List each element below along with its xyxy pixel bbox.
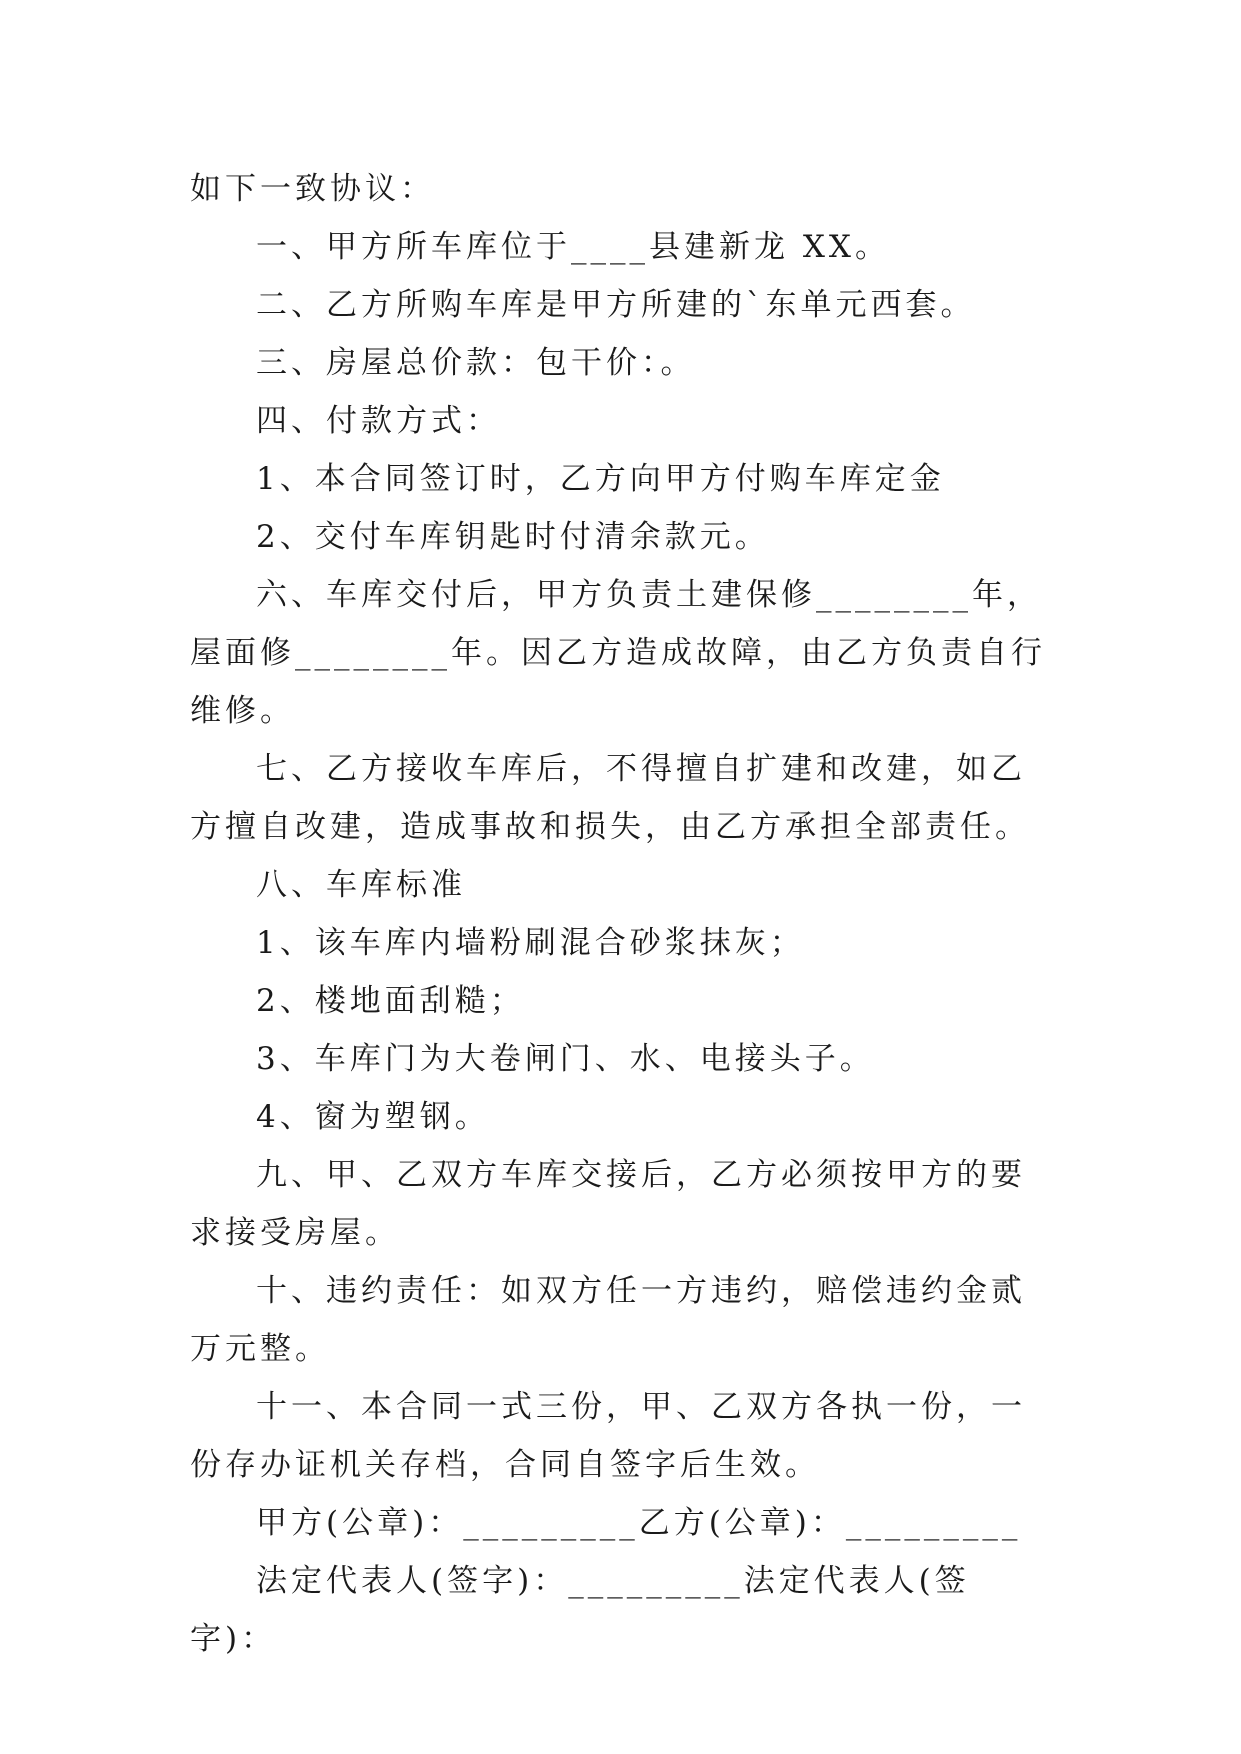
paragraph-payment-1: 1、本合同签订时，乙方向甲方付购车库定金 bbox=[256, 461, 945, 497]
paragraph-clause-11: 十一、本合同一式三份，甲、乙双方各执一份，一份存办证机关存档，合同自签字后生效。 bbox=[190, 1389, 1026, 1483]
paragraph-standard-4: 4、窗为塑钢。 bbox=[256, 1099, 490, 1135]
paragraph-clause-4: 四、付款方式： bbox=[256, 403, 501, 439]
signature-seal-line: 甲方(公章)：_________乙方(公章)：_________ bbox=[256, 1505, 1022, 1541]
paragraph-clause-1: 一、甲方所车库位于____县建新龙 XX。 bbox=[256, 229, 890, 265]
document-body bbox=[190, 160, 1050, 1668]
paragraph-standard-2: 2、楼地面刮糙； bbox=[256, 983, 525, 1019]
paragraph-payment-2: 2、交付车库钥匙时付清余款元。 bbox=[256, 519, 770, 555]
paragraph-clause-6: 六、车库交付后，甲方负责土建保修________年，屋面修________年。因乙方造成故障，由乙方负责自行维修。 bbox=[190, 577, 1046, 729]
paragraph-clause-8: 八、车库标准 bbox=[256, 867, 466, 903]
paragraph-clause-7: 七、乙方接收车库后，不得擅自扩建和改建，如乙方擅自改建，造成事故和损失，由乙方承担全部责任。 bbox=[190, 751, 1030, 845]
signature-representative-line: 法定代表人(签字)：_________法定代表人(签字)： bbox=[190, 1563, 970, 1657]
paragraph-clause-3: 三、房屋总价款：包干价：。 bbox=[256, 345, 696, 381]
paragraph-clause-10: 十、违约责任：如双方任一方违约，赔偿违约金贰万元整。 bbox=[190, 1273, 1026, 1367]
paragraph-intro: 如下一致协议： bbox=[190, 171, 435, 207]
paragraph-clause-2: 二、乙方所购车库是甲方所建的`东单元西套。 bbox=[256, 287, 976, 323]
paragraph-standard-3: 3、车库门为大卷闸门、水、电接头子。 bbox=[256, 1041, 875, 1077]
paragraph-standard-1: 1、该车库内墙粉刷混合砂浆抹灰； bbox=[256, 925, 805, 961]
paragraph-clause-9: 九、甲、乙双方车库交接后，乙方必须按甲方的要求接受房屋。 bbox=[190, 1157, 1026, 1251]
